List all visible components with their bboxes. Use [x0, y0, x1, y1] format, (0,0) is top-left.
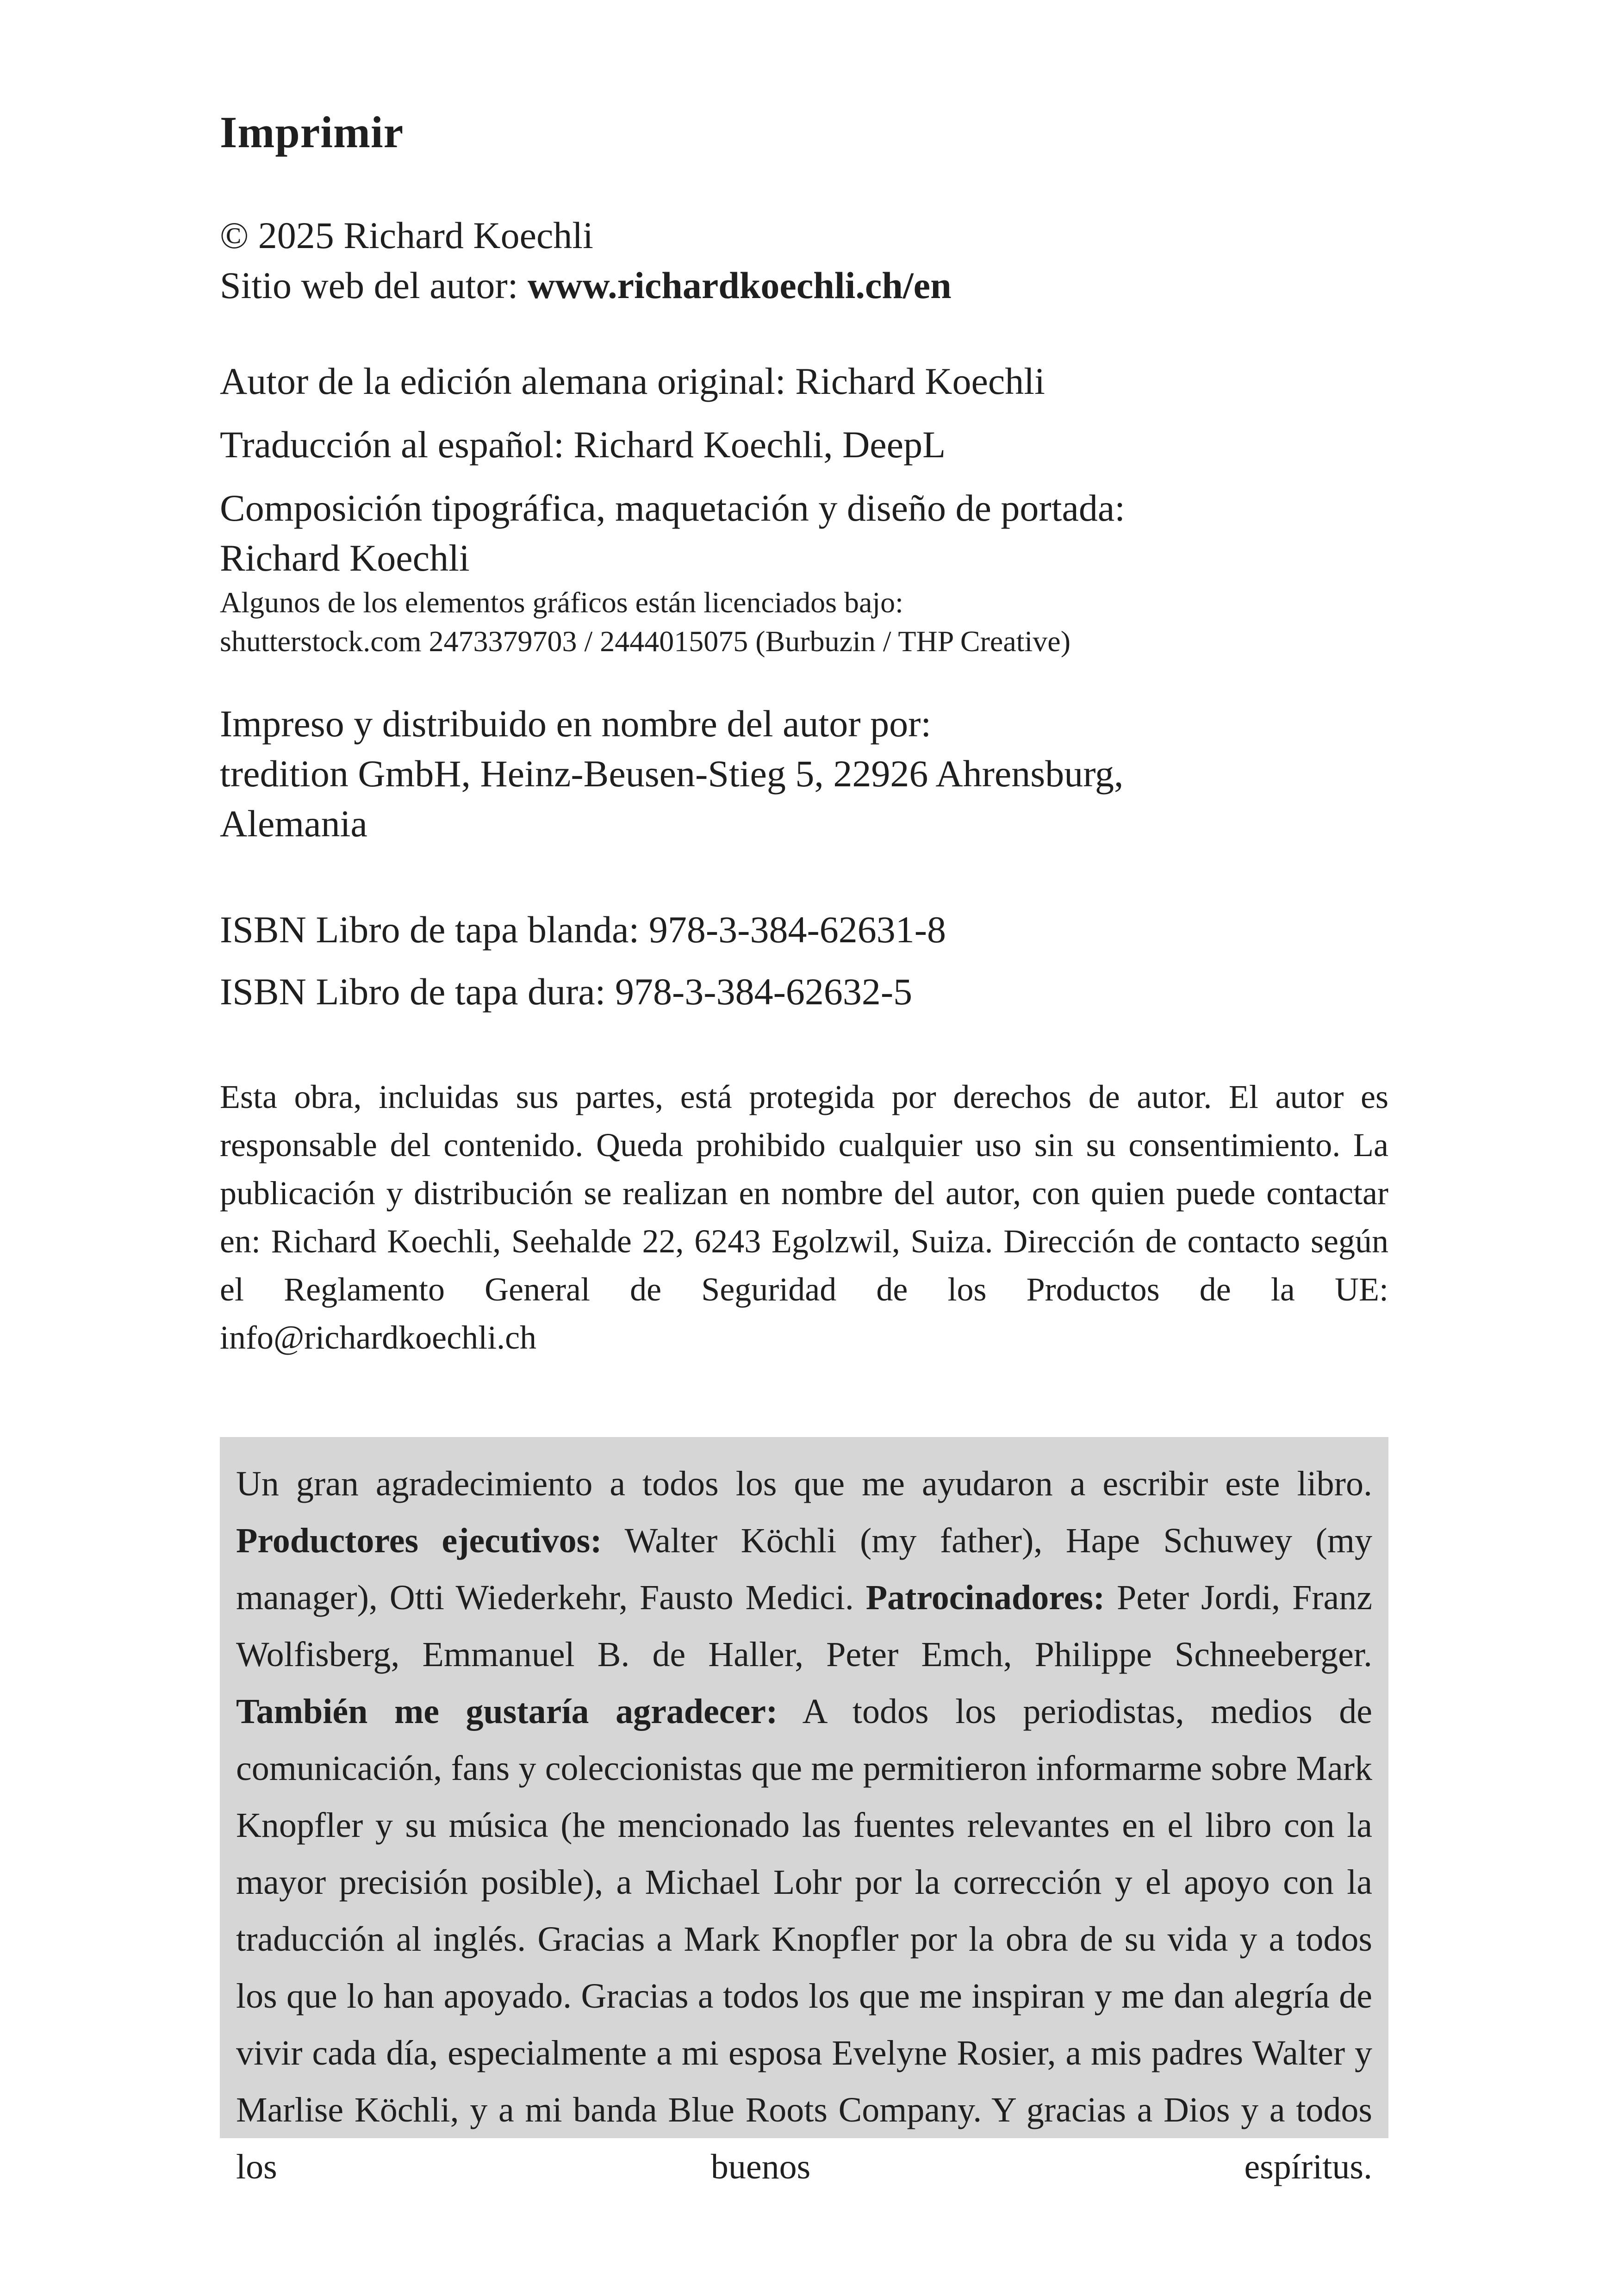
also-thanks-text: A todos los periodistas, medios de comunicación, fans y coleccionistas que me permitieron informarme sobre Mark Knopfler y su música (he mencionado las fuentes relevantes en el libro con la mayor precisión posible), a Michael Lohr por la corrección y el apoyo con la traducción al inglés. Gracias a Mark Knopfler por la obra de su vida y a todos los que lo han apoyado. Gracias a todos los que me inspiran y me dan alegría de vivir cada día, especialmente a mi esposa Evelyne Rosier, a mis padres Walter y Marlise Köchli, y a mi banda Blue Roots Company. Y gracias a Dios y a todos los buenos espíritus.	[236, 1692, 1372, 2186]
translation-line: Traducción al español: Richard Koechli, DeepL	[220, 423, 946, 466]
isbn-softcover: ISBN Libro de tapa blanda: 978-3-384-62631-8	[220, 908, 946, 951]
graphics-license-line: Algunos de los elementos gráficos están licenciados bajo:	[220, 586, 903, 619]
acknowledgements-text	[236, 1456, 1372, 2196]
executive-producers-label: Productores ejecutivos:	[236, 1521, 602, 1560]
credits-block	[220, 356, 1388, 661]
page-title: Imprimir	[220, 107, 404, 157]
original-author-line: Autor de la edición alemana original: Richard Koechli	[220, 360, 1045, 402]
website-line	[220, 261, 1388, 311]
website-link[interactable]: www.richardkoechli.ch/en	[528, 264, 952, 306]
design-line: Composición tipográfica, maquetación y diseño de portada:	[220, 487, 1126, 529]
acknowledgements-box	[220, 1437, 1388, 2186]
printer-block	[220, 699, 1388, 849]
graphics-source-line: shutterstock.com 2473379703 / 2444015075 (Burbuzin / THP Creative)	[220, 625, 1070, 658]
website-label: Sitio web del autor:	[220, 264, 528, 306]
executive-producers-text: Walter Köchli (my father), Hape Schuwey (my manager), Otti Wiederkehr, Fausto Medici.	[236, 1521, 1372, 1617]
also-thanks-label: También me gustaría agradecer:	[236, 1692, 778, 1731]
design-author-line: Richard Koechli	[220, 537, 470, 579]
copyright-line: © 2025 Richard Koechli	[220, 214, 593, 256]
copyright-block	[220, 211, 1388, 311]
isbn-block	[220, 905, 1388, 1017]
printer-address-line: tredition GmbH, Heinz-Beusen-Stieg 5, 22926 Ahrensburg,	[220, 753, 1124, 795]
printer-country-line: Alemania	[220, 803, 367, 845]
copyright-notice	[220, 1073, 1388, 1362]
sponsors-label: Patrocinadores:	[865, 1578, 1105, 1617]
printer-intro-line: Impreso y distribuido en nombre del autor por:	[220, 703, 932, 745]
acknowledgements-intro: Un gran agradecimiento a todos los que me ayudaron a escribir este libro.	[236, 1464, 1372, 1503]
sponsors-text: Peter Jordi, Franz Wolfisberg, Emmanuel B. de Haller, Peter Emch, Philippe Schneeberger.	[236, 1578, 1372, 1674]
copyright-notice-text: Esta obra, incluidas sus partes, está protegida por derechos de autor. El autor es responsable del contenido. Queda prohibido cualquier uso sin su consentimiento. La publicación y distribución se realizan en nombre del autor, con quien puede contactar en: Richard Koechli, Seehalde 22, 6243 Egolzwil, Suiza. Dirección de contacto según el Reglamento General de Seguridad de los Productos de la UE: info@richardkoechli.ch	[220, 1078, 1388, 1356]
isbn-hardcover: ISBN Libro de tapa dura: 978-3-384-62632-5	[220, 971, 913, 1013]
